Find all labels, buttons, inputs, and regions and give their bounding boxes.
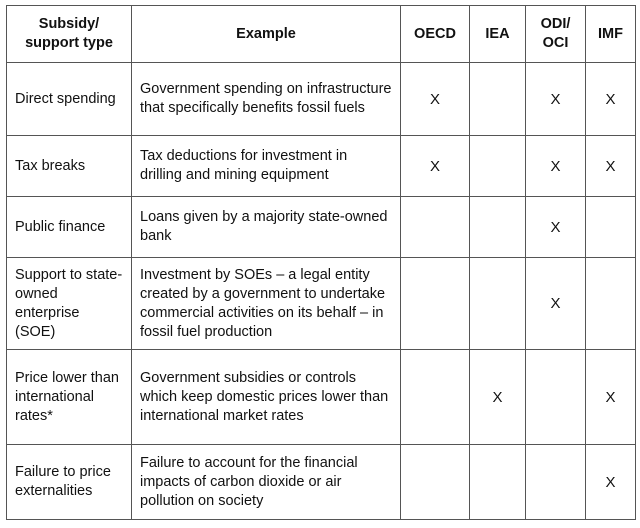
odi-oci-mark [526,350,586,445]
iea-mark [470,136,526,197]
example-cell: Tax deductions for investment in drilling and mining equipment [132,136,401,197]
table-row [7,63,636,136]
odi-oci-mark: X [526,197,586,258]
example-cell: Failure to account for the financial impacts of carbon dioxide or air pollution on society [132,445,401,520]
oecd-mark [401,350,470,445]
subsidy-type-cell: Support to state-owned enterprise (SOE) [7,258,132,350]
example-cell: Government spending on infrastructure that specifically benefits fossil fuels [132,63,401,136]
imf-mark [586,197,636,258]
imf-mark [586,258,636,350]
table-row [7,197,636,258]
subsidy-type-cell: Failure to price externalities [7,445,132,520]
oecd-mark [401,445,470,520]
example-cell: Loans given by a majority state-owned bank [132,197,401,258]
iea-mark [470,445,526,520]
iea-mark [470,197,526,258]
subsidy-type-cell: Public finance [7,197,132,258]
subsidy-table [6,5,636,520]
header-subsidy-type: Subsidy/ support type [7,6,132,63]
odi-oci-mark: X [526,63,586,136]
oecd-mark [401,197,470,258]
header-odi-oci: ODI/ OCI [526,6,586,63]
odi-oci-mark: X [526,136,586,197]
table-row [7,136,636,197]
oecd-mark: X [401,136,470,197]
table-row [7,445,636,520]
subsidy-type-cell: Direct spending [7,63,132,136]
example-cell: Investment by SOEs – a legal entity created by a government to undertake commercial activities on its behalf – in fossil fuel production [132,258,401,350]
iea-mark [470,258,526,350]
header-example: Example [132,6,401,63]
odi-oci-mark [526,445,586,520]
imf-mark: X [586,445,636,520]
header-iea: IEA [470,6,526,63]
subsidy-type-cell: Tax breaks [7,136,132,197]
subsidy-type-cell: Price lower than international rates* [7,350,132,445]
iea-mark: X [470,350,526,445]
header-imf: IMF [586,6,636,63]
oecd-mark: X [401,63,470,136]
table-row [7,350,636,445]
imf-mark: X [586,63,636,136]
iea-mark [470,63,526,136]
header-oecd: OECD [401,6,470,63]
oecd-mark [401,258,470,350]
example-cell: Government subsidies or controls which keep domestic prices lower than international market rates [132,350,401,445]
table-row [7,258,636,350]
imf-mark: X [586,136,636,197]
imf-mark: X [586,350,636,445]
header-row [7,6,636,63]
odi-oci-mark: X [526,258,586,350]
